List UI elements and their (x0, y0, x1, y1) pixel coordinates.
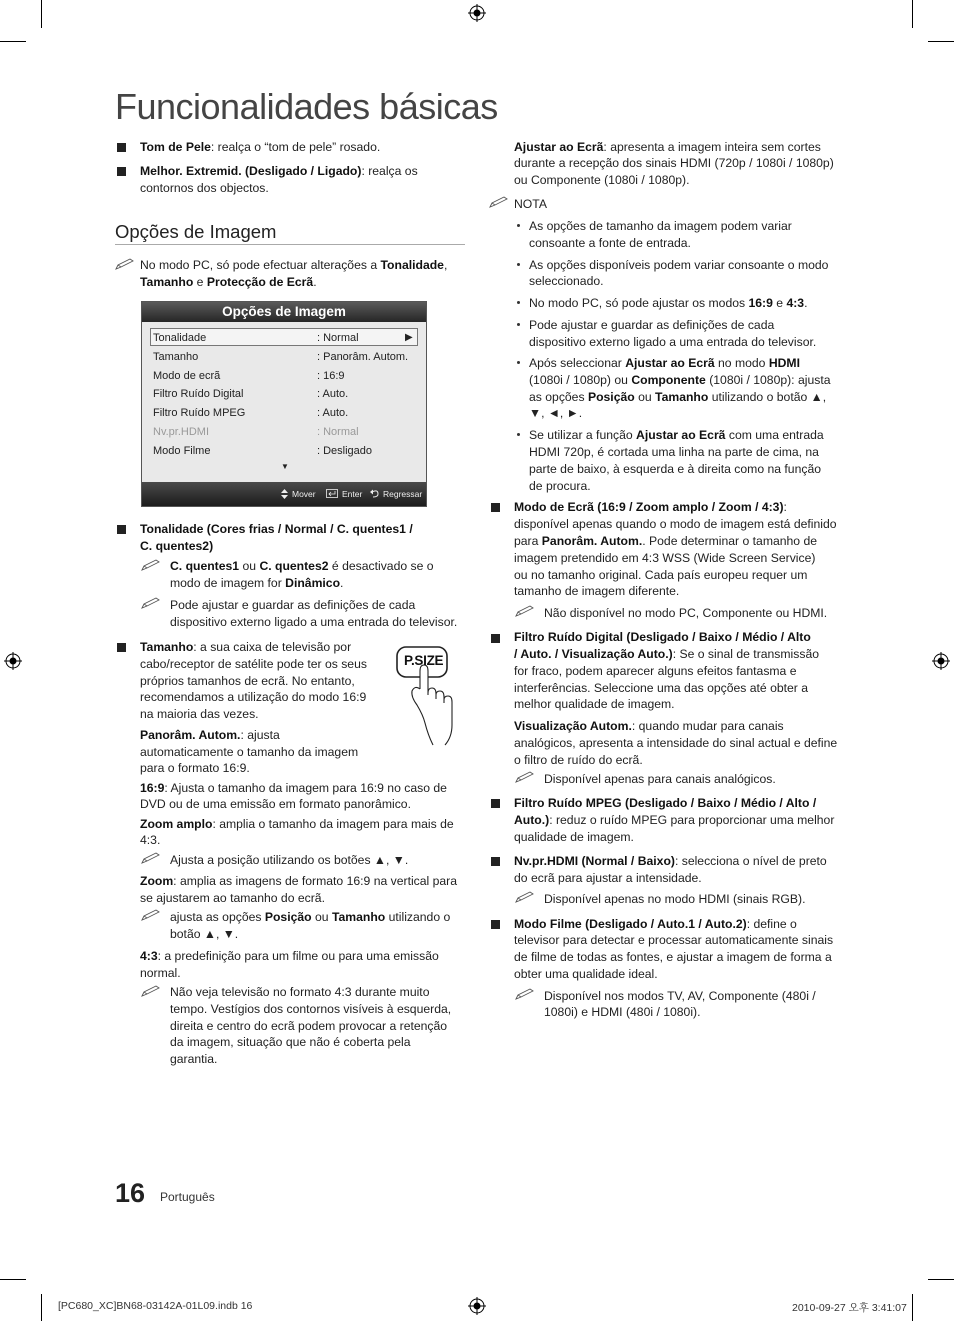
note-text: Não veja televisão no formato 4:3 durante muito (170, 985, 430, 999)
return-icon (370, 489, 380, 498)
enter-icon (326, 489, 338, 498)
ajustar-ao-ecra: Ajustar ao Ecrã: apresenta a imagem inteira sem cortes (514, 140, 821, 154)
text-line: disponível apenas quando o modo de imagem está definido (514, 517, 837, 531)
page-number: 16 (115, 1178, 146, 1208)
text-line: interferências. Seleccione uma das opções até obter a (514, 681, 809, 695)
note-text: garantia. (170, 1052, 218, 1066)
text-line: C. quentes2) (140, 539, 214, 553)
osd-title: Opções de Imagem (142, 302, 426, 322)
page-title: Funcionalidades básicas (115, 86, 498, 127)
text-line: de procura. (529, 479, 591, 493)
osd-menu (141, 301, 427, 507)
text-line: normal. (140, 966, 181, 980)
text-line: Auto.): reduz o ruído MPEG para proporcionar uma melhor (514, 813, 835, 827)
note-text: 1080i) e HDMI (480i / 1080i). (544, 1005, 701, 1019)
bullet-square-icon (491, 799, 500, 808)
bullet-filtro-ruido-mpeg: Filtro Ruído MPEG (Desligado / Baixo / Médio / Alto / (514, 796, 817, 810)
text-line: o filtro de ruído do ecrã. (514, 753, 643, 767)
note-text: Disponível nos modos TV, AV, Componente (480i / (544, 989, 816, 1003)
text-line: para Panorâm. Autom.. Pode determinar o tamanho de (514, 534, 818, 548)
note-pencil-icon (489, 196, 509, 208)
crop-mark (928, 1279, 954, 1280)
bullet-square-icon (491, 857, 500, 866)
crop-mark (912, 0, 913, 28)
note-pencil-icon (141, 909, 161, 921)
note-text: tempo. Vestígios dos contornos visíveis à esquerda, (170, 1002, 452, 1016)
bullet-dot-icon (517, 301, 520, 304)
arrow-right-icon: ▶ (405, 332, 413, 343)
text-line: analógicos, apresenta a intensidade do sinal actual e define (514, 736, 838, 750)
note-text: Disponível apenas no modo HDMI (sinais RGB). (544, 892, 806, 906)
text-line: na maioria das vezes. (140, 707, 259, 721)
note-text: Não disponível no modo PC, Componente ou HDMI. (544, 606, 828, 620)
osd-footer (142, 482, 426, 506)
note-pencil-icon (141, 559, 161, 571)
note-pc-mode-cont: Tamanho e Protecção de Ecrã. (140, 275, 317, 289)
text-line: próprios tamanhos de ecrã. No entanto, (140, 674, 355, 688)
text-line: (1080i / 1080p) ou Componente (1080i / 1080p): ajusta (529, 373, 831, 387)
note-pencil-icon (515, 605, 535, 617)
text-line: cabo/receptor de satélite pode ter os seus (140, 657, 367, 671)
note-text: botão ▲, ▼. (170, 927, 239, 941)
text-line: for fraco, podem aparecer alguns efeitos fantasma e (514, 664, 797, 678)
note-pencil-icon (515, 891, 535, 903)
bullet-nv-pr-hdmi: Nv.pr.HDMI (Normal / Baixo): selecciona o nível de preto (514, 854, 827, 868)
text-line: durante a recepção dos sinais HDMI (720p / 1080i / 1080p) (514, 156, 834, 170)
bullet-tamanho: Tamanho: a sua caixa de televisão por (140, 640, 352, 654)
text-line: consoante a fonte de entrada. (529, 236, 691, 250)
osd-row-value: : Auto. (317, 388, 349, 400)
bullet-square-icon (117, 167, 126, 176)
text-line: DVD ou de uma emissão em formato panorâmico. (140, 797, 411, 811)
note-pencil-icon (115, 258, 135, 270)
text-line: recomendamos a utilização do modo 16:9 (140, 690, 367, 704)
language-label: Português (160, 1190, 215, 1204)
note-pc-mode: No modo PC, só pode efectuar alterações a Tonalidade, (140, 258, 448, 272)
arrow-down-icon: ▼ (281, 462, 289, 471)
text-line: ou Componente (1080i / 1080p). (514, 173, 690, 187)
text-line: do ecrã para ajustar a intensidade. (514, 871, 702, 885)
move-arrows-icon (280, 489, 289, 499)
note-quentes: C. quentes1 ou C. quentes2 é desactivado se o (170, 559, 434, 573)
osd-row-value: : 16:9 (317, 370, 345, 382)
note-pencil-icon (515, 771, 535, 783)
note-item: Se utilizar a função Ajustar ao Ecrã com uma entrada (529, 428, 824, 442)
bullet-filtro-ruido-digital: Filtro Ruído Digital (Desligado / Baixo / Médio / Alto (514, 630, 811, 644)
bullet-square-icon (491, 634, 500, 643)
note-text: Pode ajustar e guardar as definições de cada (170, 598, 416, 612)
bullet-dot-icon (517, 263, 520, 266)
text-line: melhor qualidade de imagem. (514, 697, 675, 711)
text-line: seleccionado. (529, 274, 604, 288)
crop-mark (0, 1279, 26, 1280)
crop-mark (928, 41, 954, 42)
osd-row-value: : Normal (317, 332, 359, 344)
registration-mark-icon (468, 4, 486, 22)
text-line: imagem pretendido em 4:3 WSS (Wide Screen Service) (514, 551, 816, 565)
heading-rule (115, 244, 465, 245)
osd-row-label-disabled: Nv.pr.HDMI (153, 426, 210, 438)
text-line: qualidade de imagem. (514, 830, 634, 844)
bullet-square-icon (117, 525, 126, 534)
footer-move: Mover (292, 489, 316, 499)
crop-mark (0, 41, 26, 42)
text-line: de filme de todas as fontes, e ajustar a imagem de forma a (514, 950, 832, 964)
section-heading: Opções de Imagem (115, 221, 277, 242)
text-line: para o formato 16:9. (140, 761, 250, 775)
text-line: / Auto. / Visualização Auto.): Se o sinal de transmissão (514, 647, 820, 661)
osd-row-label[interactable]: Tamanho (153, 351, 199, 363)
size-16-9: 16:9: Ajusta o tamanho da imagem para 16:9 no caso de (140, 781, 447, 795)
registration-mark-icon (932, 652, 950, 670)
text-line: automaticamente o tamanho da imagem (140, 745, 359, 759)
crop-mark (912, 1294, 913, 1321)
registration-mark-icon (4, 652, 22, 670)
osd-row-value-disabled: : Normal (317, 426, 359, 438)
note-quentes-cont: modo de imagem for Dinâmico. (170, 576, 344, 590)
footer-enter: Enter (342, 489, 363, 499)
text-line: dispositivo externo ligado a uma entrada do televisor. (529, 335, 817, 349)
osd-row-label[interactable]: Tonalidade (153, 332, 207, 344)
note-item: As opções disponíveis podem variar consoante o modo (529, 258, 829, 272)
bullet-dot-icon (517, 433, 520, 436)
note-text: direita e centro do ecrã podem provocar a retenção (170, 1019, 448, 1033)
footer-return: Regressar (383, 489, 423, 499)
text-line: parte de baixo, à esquerda e à direita como na função (529, 462, 822, 476)
text-line: contornos dos objectos. (140, 181, 269, 195)
nota-label: NOTA (514, 197, 547, 211)
note-pencil-icon (141, 852, 161, 864)
text-line: ou no tamanho original. Cada país europeu requer um (514, 568, 808, 582)
note-text: Ajusta a posição utilizando os botões ▲, ▼. (170, 853, 409, 867)
format-4-3: 4:3: a predefinição para um filme ou para uma emissão (140, 949, 439, 963)
bullet-dot-icon (517, 323, 520, 326)
text-line: 4:3. (140, 833, 161, 847)
note-item: Pode ajustar e guardar as definições de cada (529, 318, 775, 332)
note-text: Disponível apenas para canais analógicos. (544, 772, 776, 786)
osd-row-value: : Desligado (317, 445, 373, 457)
bullet-modo-de-ecra: Modo de Ecrã (16:9 / Zoom amplo / Zoom / 4:3): (514, 500, 787, 514)
note-zoom: ajusta as opções Posição ou Tamanho utilizando o (170, 910, 451, 924)
note-item: No modo PC, só pode ajustar os modos 16:9 e 4:3. (529, 296, 808, 310)
text-line: as opções Posição ou Tamanho utilizando o botão ▲, (529, 390, 827, 404)
note-pencil-icon (141, 597, 161, 609)
visualizacao-autom: Visualização Autom.: quando mudar para canais (514, 719, 784, 733)
osd-row-label[interactable]: Modo Filme (153, 445, 211, 457)
panoram-autom: Panorâm. Autom.: ajusta (140, 728, 280, 742)
text-line: se ajustarem ao tamanho do ecrã. (140, 891, 325, 905)
footer-date: 2010-09-27 오후 3:41:07 (792, 1302, 907, 1314)
zoom-amplo: Zoom amplo: amplia o tamanho da imagem para mais de (140, 817, 454, 831)
osd-row-label[interactable]: Modo de ecrã (153, 370, 221, 382)
bullet-modo-filme: Modo Filme (Desligado / Auto.1 / Auto.2): define o (514, 917, 797, 931)
note-item: As opções de tamanho da imagem podem variar (529, 219, 792, 233)
text-line: HDMI 720p, é cortada uma linha na parte de cima, na (529, 445, 819, 459)
crop-mark (41, 1294, 42, 1321)
text-line: televisor para detectar e processar automaticamente sinais (514, 933, 834, 947)
registration-mark-icon (468, 1297, 486, 1315)
note-pencil-icon (141, 985, 161, 997)
footer-file: [PC680_XC]BN68-03142A-01L09.indb 16 (58, 1300, 253, 1312)
note-item: Após seleccionar Ajustar ao Ecrã no modo HDMI (529, 356, 800, 370)
bullet-melhor-extremid: Melhor. Extremid. (Desligado / Ligado): realça os (140, 164, 418, 178)
psize-label: P.SIZE (404, 653, 444, 668)
bullet-square-icon (491, 920, 500, 929)
bullet-square-icon (491, 503, 500, 512)
note-text: da imagem, situação que não é coberta pela (170, 1035, 411, 1049)
text-line: tamanho de imagem diferente. (514, 584, 680, 598)
osd-row-value: : Panorâm. Autom. (317, 351, 409, 363)
bullet-tonalidade: Tonalidade (Cores frias / Normal / C. quentes1 / (140, 522, 413, 536)
note-text: dispositivo externo ligado a uma entrada do televisor. (170, 615, 458, 629)
text-line: ▼, ◄, ►. (529, 406, 583, 420)
osd-row-value: : Auto. (317, 407, 349, 419)
bullet-square-icon (117, 643, 126, 652)
text-line: obter uma qualidade ideal. (514, 967, 658, 981)
osd-row-label[interactable]: Filtro Ruído Digital (153, 388, 244, 400)
zoom: Zoom: amplia as imagens de formato 16:9 na vertical para (140, 874, 458, 888)
crop-mark (41, 0, 42, 28)
bullet-dot-icon (517, 224, 520, 227)
note-pencil-icon (515, 988, 535, 1000)
bullet-square-icon (117, 143, 126, 152)
bullet-tom-de-pele: Tom de Pele: realça o “tom de pele” rosado. (140, 140, 381, 154)
bullet-dot-icon (517, 361, 520, 364)
osd-row-label[interactable]: Filtro Ruído MPEG (153, 407, 246, 419)
